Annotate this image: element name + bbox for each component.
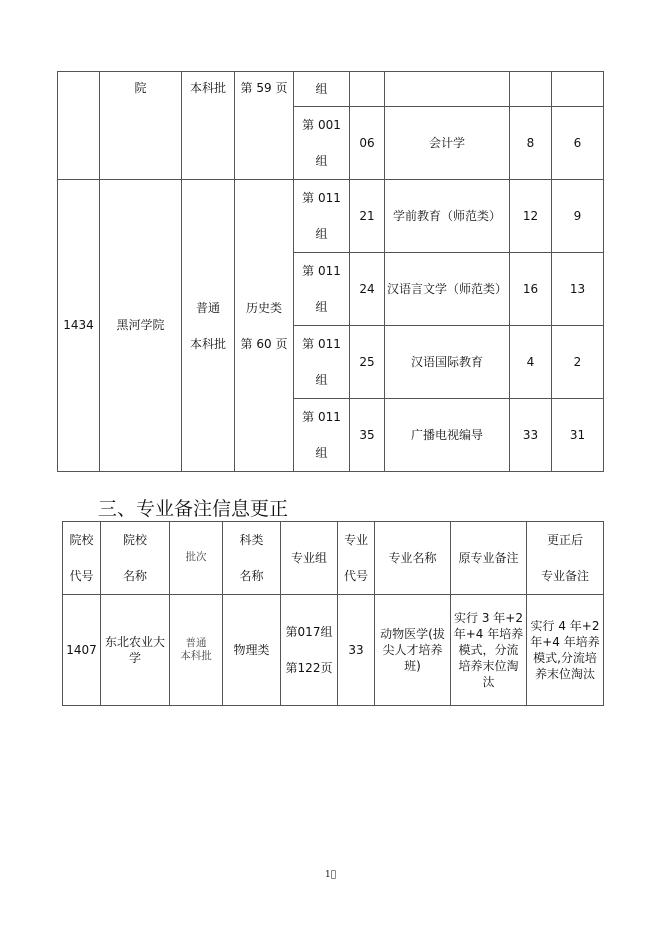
- group-page-cell: 第017组 第122页: [281, 595, 338, 706]
- page-number: 1 : [325, 870, 337, 880]
- table-header-row: [63, 522, 604, 595]
- batch-cell: 本科批: [182, 72, 235, 180]
- batch-cell: 普通 本科批: [182, 180, 235, 472]
- major-code-cell: 21: [350, 180, 385, 253]
- section-title: 三、专业备注信息更正: [98, 498, 289, 520]
- table-row: [63, 595, 604, 706]
- plan-count-cell: 13: [552, 253, 604, 326]
- school-code-cell: [58, 72, 100, 180]
- header-new-note: 更正后 专业备注: [527, 522, 604, 595]
- plan-count-cell: 6: [552, 107, 604, 180]
- plan-count-cell: [510, 72, 552, 107]
- plan-count-cell: 31: [552, 399, 604, 472]
- group-cell: 第 001 组: [294, 107, 350, 180]
- table-row: [58, 180, 604, 253]
- major-code-cell: [350, 72, 385, 107]
- table-row: [58, 72, 604, 107]
- major-name-cell: [385, 72, 510, 107]
- plan-count-cell: 33: [510, 399, 552, 472]
- header-group: 专业组: [281, 522, 338, 595]
- major-name-cell: 动物医学(拔尖人才培养班): [375, 595, 451, 706]
- plan-count-cell: 2: [552, 326, 604, 399]
- subject-page-cell: 历史类 第 60 页: [235, 180, 294, 472]
- major-code-cell: 33: [338, 595, 375, 706]
- group-cell: 第 011 组: [294, 399, 350, 472]
- admission-plan-table: [57, 71, 604, 472]
- batch-cell: 普通 本科批: [170, 595, 223, 706]
- group-cell: 第 011 组: [294, 180, 350, 253]
- major-code-cell: 24: [350, 253, 385, 326]
- old-note-cell: 实行 3 年+2 年+4 年培养模式，分流培养末位淘汰: [451, 595, 527, 706]
- header-school-name: 院校 名称: [101, 522, 170, 595]
- major-name-cell: 汉语言文学（师范类）: [385, 253, 510, 326]
- school-name-cell: 院: [100, 72, 182, 180]
- major-name-cell: 学前教育（师范类）: [385, 180, 510, 253]
- header-subject: 科类 名称: [223, 522, 281, 595]
- major-note-correction-table: [62, 521, 604, 706]
- header-old-note: 原专业备注: [451, 522, 527, 595]
- new-note-cell: 实行 4 年+2 年+4 年培养模式,分流培养末位淘汰: [527, 595, 604, 706]
- plan-count-cell: 4: [510, 326, 552, 399]
- plan-count-cell: 16: [510, 253, 552, 326]
- major-code-cell: 25: [350, 326, 385, 399]
- plan-count-cell: [552, 72, 604, 107]
- school-code-cell: 1407: [63, 595, 101, 706]
- header-batch: 批次: [170, 522, 223, 595]
- school-code-cell: 1434: [58, 180, 100, 472]
- major-name-cell: 广播电视编导: [385, 399, 510, 472]
- group-cell: 组: [294, 72, 350, 107]
- school-name-cell: 东北农业大学: [101, 595, 170, 706]
- major-code-cell: 35: [350, 399, 385, 472]
- header-major-code: 专业 代号: [338, 522, 375, 595]
- major-code-cell: 06: [350, 107, 385, 180]
- subject-cell: 物理类: [223, 595, 281, 706]
- major-name-cell: 会计学: [385, 107, 510, 180]
- major-name-cell: 汉语国际教育: [385, 326, 510, 399]
- group-cell: 第 011 组: [294, 253, 350, 326]
- header-school-code: 院校 代号: [63, 522, 101, 595]
- school-name-cell: 黑河学院: [100, 180, 182, 472]
- subject-page-cell: 第 59 页: [235, 72, 294, 180]
- plan-count-cell: 12: [510, 180, 552, 253]
- plan-count-cell: 9: [552, 180, 604, 253]
- plan-count-cell: 8: [510, 107, 552, 180]
- header-major-name: 专业名称: [375, 522, 451, 595]
- group-cell: 第 011 组: [294, 326, 350, 399]
